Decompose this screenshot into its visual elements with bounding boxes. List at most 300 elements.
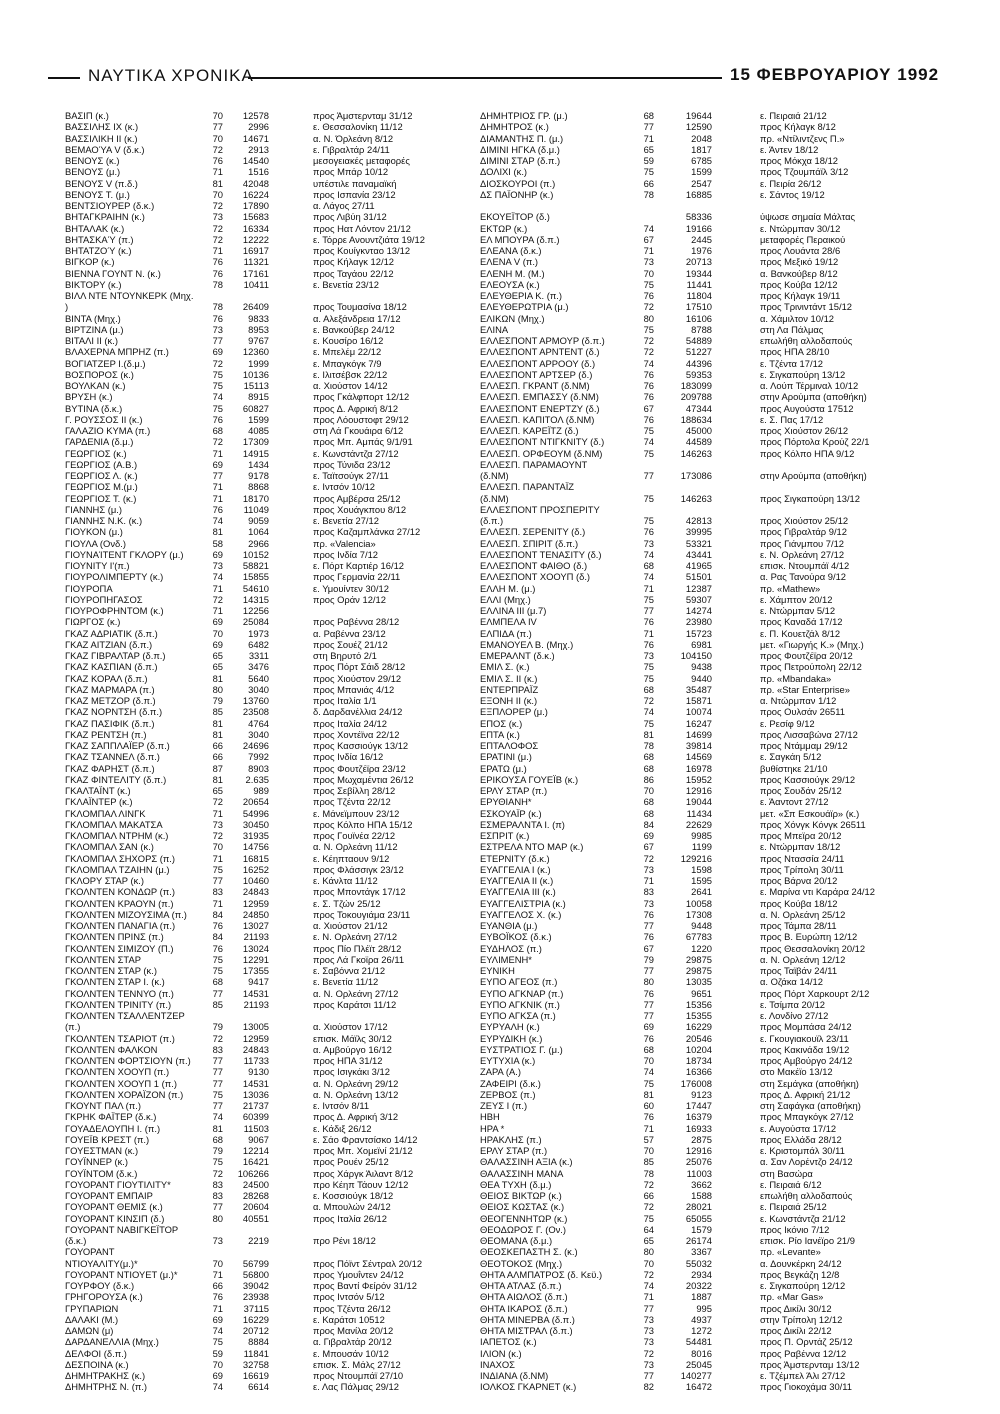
ship-status: προς Μόκχα 18/12: [760, 155, 839, 166]
tonnage: 4937: [691, 1313, 712, 1325]
build-year: 71: [643, 627, 654, 639]
ship-name: ΙΝΑΧΟΣ: [480, 1358, 515, 1370]
tonnage: 60399: [242, 1111, 269, 1123]
ship-name: ΓΚΑΖ ΠΑΣΙΦΙΚ (δ.π.): [65, 717, 155, 729]
ship-name: ΓΚΛΑΪΝΤΕΡ (κ.): [65, 796, 133, 808]
ship-name: ΔΙΟΣΚΟΥΡΟΙ (π.): [480, 177, 556, 189]
tonnage: 15356: [685, 998, 712, 1010]
tonnage: 146263: [680, 447, 712, 459]
build-year: 76: [212, 942, 223, 954]
build-year: 72: [212, 436, 223, 448]
ship-status: προς Βαντί Φείρόν 31/12: [313, 1280, 417, 1291]
ship-row: [65, 774, 470, 785]
ship-name: ΕΥΤΥΧΙΑ (κ.): [480, 1055, 536, 1066]
ship-status: ε. Κάνλτα 11/12: [313, 875, 378, 886]
ship-row: [65, 999, 470, 1010]
build-year: 71: [212, 807, 223, 819]
ship-name: ΔΕΛΦΟΙ (δ.π.): [65, 1347, 127, 1359]
ship-row: [480, 898, 900, 909]
build-year: 72: [212, 1032, 223, 1044]
ship-row: [480, 144, 900, 155]
tonnage: 1598: [691, 863, 712, 875]
ship-name: ΕΞΟΝΗ ΙΙ (κ.): [480, 695, 538, 706]
ship-name: ΓΙΟΥΡΟΛΙΜΠΕΡΤΥ (κ.): [65, 571, 164, 583]
ship-row: [65, 1201, 470, 1212]
ship-row: [65, 1168, 470, 1179]
build-year: 73: [643, 1325, 654, 1336]
ship-name: ΓΙΩΡΓΟΣ (κ.): [65, 616, 121, 628]
build-year: 85: [212, 706, 223, 718]
tonnage: 3367: [691, 1246, 712, 1258]
build-year: 68: [643, 110, 654, 121]
ship-row: [480, 560, 900, 571]
tonnage: 129216: [680, 852, 712, 864]
tonnage: 16917: [242, 245, 269, 256]
tonnage: 11049: [243, 503, 269, 515]
ship-row: [65, 391, 470, 402]
ship-name: ΕΛΛΕΣΠ. ΓΚΡΑΝΤ (δ.ΝΜ): [480, 380, 590, 391]
tonnage: 67783: [685, 931, 712, 943]
build-year: 71: [212, 1302, 223, 1314]
ship-name: (δ.κ.): [65, 1235, 87, 1246]
ship-row: [65, 301, 470, 312]
tonnage: 12916: [685, 785, 712, 796]
build-year: 77: [643, 1010, 654, 1021]
tonnage: 16229: [685, 1021, 712, 1033]
ship-row: [480, 1370, 900, 1381]
ship-status: προς Κασσιούγκ 13/12: [313, 740, 409, 751]
ship-name: ΖΕΡΒΟΣ (π.): [480, 1088, 536, 1100]
tonnage: 146263: [680, 492, 712, 504]
ship-row: [480, 943, 900, 954]
ship-name: ΕΛΛΕΣΠ. ΚΑΠΙΤΟΛ (δ.ΝΜ): [480, 413, 595, 425]
tonnage: 42813: [685, 515, 712, 526]
build-year: 67: [643, 942, 654, 954]
ship-row: [480, 380, 900, 391]
ship-row: [65, 504, 470, 515]
build-year: 68: [643, 751, 654, 763]
ship-row: [480, 1381, 900, 1392]
build-year: 71: [212, 166, 223, 178]
ship-name: ΕΤΕΡΝΙΤΥ (δ.κ.): [480, 852, 550, 864]
ship-status: προς Γιβραλτάρ 9/12: [760, 526, 847, 538]
build-year: 76: [643, 1111, 654, 1123]
ship-status: επισκ. Μάϊλς 30/12: [313, 1032, 392, 1044]
ship-name: ΕΛΛΕΣΠΟΝΤ ΧΟΟΥΠ (δ.): [480, 571, 591, 583]
tonnage: 17309: [242, 436, 269, 448]
build-year: 71: [643, 875, 654, 886]
tonnage: 60827: [242, 402, 269, 414]
ship-row: [65, 245, 470, 256]
ship-row: [65, 369, 470, 380]
ship-row: [65, 751, 470, 762]
ship-row: [480, 920, 900, 931]
ship-status: α. Χιούστον 21/12: [313, 920, 388, 931]
ship-name: ΓΚΑΖ ΑΙΤΖΙΑΝ (δ.π.): [65, 638, 153, 650]
ship-status: ε. Χάμπτον 20/12: [760, 593, 833, 605]
ship-name: ΕΥΝΙΚΗ: [480, 965, 515, 976]
ship-status: στη Σαφάγκα (αποθήκη): [760, 1100, 861, 1111]
build-year: 81: [212, 177, 223, 189]
ship-status: προς Φουτζέϊρα 20/12: [760, 650, 853, 661]
ship-name: ΕΠΟΣ (κ.): [480, 717, 523, 729]
ship-row: [65, 313, 470, 324]
ship-status: α. Ραβέννα 23/12: [313, 627, 386, 639]
ship-status: προς Θεσσαλονίκη 20/12: [760, 942, 866, 954]
ship-row: [65, 808, 470, 819]
ship-name: ΓΚΡΗΚ ΦΑΪΤΕΡ (δ.κ.): [65, 1111, 157, 1123]
ship-status: επισκ. Ντουμπάϊ 4/12: [760, 560, 850, 571]
ship-row: [480, 1213, 900, 1224]
build-year: 72: [643, 1201, 654, 1213]
build-year: 71: [212, 582, 223, 594]
build-year: 76: [643, 290, 654, 301]
build-year: 71: [212, 897, 223, 909]
build-year: 75: [212, 863, 223, 875]
ship-row: [65, 796, 470, 807]
ship-name: ΒΙΚΤΟΡΥ (κ.): [65, 278, 122, 290]
ship-row: [65, 943, 470, 954]
ship-status: ε. Πειρία 26/12: [760, 177, 822, 189]
ship-status: προ Κέηπ Τάουν 12/12: [313, 1178, 409, 1190]
tonnage: 21193: [243, 931, 269, 943]
build-year: 79: [643, 953, 654, 965]
tonnage: 13024: [242, 942, 269, 954]
ship-row: [480, 481, 900, 492]
build-year: 72: [643, 335, 654, 346]
tonnage: 37115: [243, 1302, 269, 1314]
build-year: 66: [643, 177, 654, 189]
tonnage: 2996: [248, 121, 269, 133]
ship-row: [480, 1066, 900, 1077]
ship-row: [480, 785, 900, 796]
ship-row: [65, 178, 470, 189]
ship-row: [480, 470, 900, 481]
ship-name: ΕΛΙΚΩΝ (Μηχ.): [480, 312, 545, 324]
ship-name: ΓΚΑΖ ΤΣΑΝΝΕΛ (δ.π.): [65, 751, 160, 763]
ship-status: προς Ιταλία 1/1: [313, 695, 377, 706]
ship-status: προς Μπανιάς 4/12: [313, 683, 395, 695]
ship-status: επωλήθη αλλοδαπούς: [760, 1190, 853, 1201]
ship-row: [480, 1021, 900, 1032]
ship-status: προς Πόϊντ Σέντραλ 20/12: [313, 1257, 423, 1269]
ship-name: ΕΛΛΕΣΠΟΝΤ ΦΑΙΘΟ (δ.): [480, 560, 588, 571]
build-year: 76: [212, 312, 223, 324]
ship-status: προς Φλάσσιγκ 23/12: [313, 863, 404, 875]
build-year: 66: [643, 1190, 654, 1201]
ship-row: [480, 1145, 900, 1156]
ship-status: προ Ρένι 18/12: [313, 1235, 376, 1246]
ship-row: [65, 121, 470, 132]
tonnage: 53321: [685, 537, 712, 549]
tonnage: 14540: [242, 155, 269, 166]
ship-row: [480, 1033, 900, 1044]
ship-status: προς Δ. Αφρική 21/12: [760, 1088, 851, 1100]
build-year: 68: [643, 560, 654, 571]
ship-row: [480, 931, 900, 942]
build-year: 81: [212, 773, 223, 785]
ship-row: [480, 1089, 900, 1100]
ship-row: [65, 785, 470, 796]
ship-name: ΔΗΜΗΤΡΑΚΗΣ (κ.): [65, 1370, 146, 1381]
ship-status: προς Φουτζέϊρα 23/12: [313, 762, 406, 774]
tonnage: 140277: [680, 1370, 712, 1381]
build-year: 74: [212, 571, 223, 583]
tonnage: 12916: [685, 1145, 712, 1156]
tonnage: 10058: [685, 897, 712, 909]
ship-status: ε. Σαβόννα 21/12: [313, 965, 386, 976]
tonnage: 28021: [685, 1201, 712, 1213]
ship-name: ΓΚΛΟΜΠΑΛ ΤΖΑΙΗΝ (μ.): [65, 863, 170, 875]
build-year: 74: [643, 1280, 654, 1291]
tonnage: 2547: [691, 177, 712, 189]
ship-name: ΕΛΠΙΔΑ (π.): [480, 627, 532, 639]
ship-name: ΘΕΟΜΑΝΑ (δ.μ.): [480, 1235, 553, 1246]
ship-status: επισκ. Ρίο Ιανέϊρο 21/9: [760, 1235, 855, 1246]
build-year: 77: [212, 1055, 223, 1066]
ship-status: α. Ν. Ορλεάνη 27/12: [313, 987, 399, 999]
build-year: 71: [212, 1268, 223, 1280]
ship-status: προς Π. Ορντάζ 25/12: [760, 1336, 853, 1348]
ship-status: ε. Μπαγκόγκ 7/9: [313, 357, 382, 369]
build-year: 75: [643, 1077, 654, 1089]
ship-row: [65, 1179, 470, 1190]
ship-row: [480, 538, 900, 549]
ship-row: [480, 1078, 900, 1089]
ship-status: ε. Μπουσάν 10/12: [313, 1347, 389, 1359]
tonnage: 12291: [242, 953, 269, 965]
tonnage: 3040: [248, 728, 269, 740]
ship-name: ΕΛΛΗ Μ. (μ.): [480, 582, 536, 594]
ship-row: [480, 1100, 900, 1111]
build-year: 74: [643, 222, 654, 234]
ship-row: [480, 1348, 900, 1359]
ship-status: προς Μπάρ 10/12: [313, 166, 389, 178]
ship-status: στο Μακέϊο 13/12: [760, 1066, 833, 1078]
tonnage: 15952: [685, 773, 712, 785]
ship-row: [65, 909, 470, 920]
build-year: 73: [212, 323, 223, 335]
ship-name: ΕΣΠΡΙΤ (κ.): [480, 830, 530, 841]
ship-row: [65, 819, 470, 830]
ship-row: [65, 1224, 470, 1235]
ship-status: προς Ισπανία 23/12: [313, 188, 396, 200]
build-year: 68: [212, 1133, 223, 1145]
ship-name: ΖΑΡΑ (Α.): [480, 1066, 521, 1078]
ship-status: στη Βηρυτό 2/1: [313, 650, 377, 661]
ship-name: ΔΙΑΜΑΝΤΗΣ Π. (μ.): [480, 132, 564, 144]
build-year: 73: [212, 211, 223, 223]
ship-status: ε. Πόρτ Καρτιέρ 16/12: [313, 560, 405, 571]
ship-name: ΔΑΛΑΚΙ (Μ.): [65, 1313, 119, 1325]
ship-name: ΓΙΟΥΛΑ (Ονδ.): [65, 537, 126, 549]
build-year: 76: [643, 987, 654, 999]
ship-status: προς Γιάνμπου 7/12: [760, 537, 845, 549]
ship-row: [65, 459, 470, 470]
ship-status: α. Γιβραλτάρ 20/12: [313, 1336, 392, 1348]
ship-name: ΕΛΛΕΣΠ. ΟΡΦΕΟΥΜ (δ.ΝΜ): [480, 447, 603, 459]
tonnage: 16247: [685, 717, 712, 729]
ship-name: ΓΚΛΟΜΠΑΛ ΝΤΡΗΜ (κ.): [65, 830, 169, 841]
tonnage: 9059: [248, 515, 269, 526]
ship-status: προς Χιούστον 25/12: [760, 515, 849, 526]
ship-row: [480, 1224, 900, 1235]
ship-status: προς Κασσιούγκ 29/12: [760, 773, 856, 785]
ship-name: ΒΙΛΛ ΝΤΕ ΝΤΟΥΝΚΕΡΚ (Μηχ.: [65, 290, 194, 301]
ship-name: ΕΚΤΩΡ (κ.): [480, 222, 528, 234]
ship-row: [65, 729, 470, 740]
build-year: 75: [643, 447, 654, 459]
ship-name: ΕΛΕΝΗ Μ. (Μ.): [480, 267, 545, 279]
ship-row: [65, 470, 470, 481]
ship-name: ΓΚΑΖ ΡΕΝΤΣΗ (π.): [65, 728, 147, 740]
ship-row: [65, 335, 470, 346]
ship-status: προς Τζέντα 22/12: [313, 796, 391, 808]
ship-name: ΓΡΗΓΟΡΟΥΣΑ (κ.): [65, 1291, 143, 1303]
build-year: 78: [643, 1167, 654, 1179]
build-year: 72: [212, 233, 223, 245]
ship-row: [480, 256, 900, 267]
ship-row: [480, 706, 900, 717]
ship-name: ΘΗΤΑ ΙΚΑΡΟΣ (δ.π.): [480, 1302, 568, 1314]
build-year: 69: [643, 830, 654, 841]
tonnage: 5640: [248, 672, 269, 684]
ship-name: ΕΥΔΗΛΟΣ (π.): [480, 942, 542, 954]
ship-status: προς Ικόνιο 7/12: [760, 1223, 830, 1235]
ship-name: ΓΚΟΛΝΤΕΝ ΤΣΑΡΙΟΤ (π.): [65, 1032, 175, 1044]
ship-status: ε. Κωνστάντζα 21/12: [760, 1212, 846, 1224]
build-year: 78: [212, 278, 223, 290]
ship-status: προς Χάργκ Άιλαντ 8/12: [313, 1167, 414, 1179]
tonnage: 26409: [242, 301, 269, 313]
ship-row: [480, 133, 900, 144]
ship-status: προς Ντάμμαμ 29/12: [760, 740, 848, 751]
ship-row: [65, 639, 470, 650]
ship-name: ΓΑΛΑΖΙΟ ΚΥΜΑ (π.): [65, 425, 151, 436]
ship-row: [65, 358, 470, 369]
build-year: 75: [643, 323, 654, 335]
ship-status: ε. Άαντοντ 27/12: [760, 796, 829, 808]
ship-status: μεσογειακές μεταφορές: [313, 155, 410, 166]
build-year: 77: [212, 987, 223, 999]
ship-row: [480, 796, 900, 807]
ship-row: [65, 279, 470, 290]
tonnage: 9440: [691, 672, 712, 684]
tonnage: 1599: [691, 166, 712, 178]
tonnage: 14569: [685, 751, 712, 763]
ship-status: προς Τοκουγιάμα 23/11: [313, 908, 411, 920]
build-year: 77: [643, 470, 654, 481]
build-year: 70: [212, 188, 223, 200]
ship-row: [480, 155, 900, 166]
build-year: 69: [212, 346, 223, 358]
ship-name: ΔΙΜΙΝΙ ΗΓΚΑ (δ.μ.): [480, 143, 560, 155]
build-year: 78: [643, 740, 654, 751]
tonnage: 54610: [242, 582, 269, 594]
ship-status: ε. Λας Πάλμας 29/12: [313, 1381, 399, 1393]
ship-status: ε. Τσίμπα 20/12: [760, 998, 826, 1010]
ship-name: ΒΕΝΟΥΣ Τ. (μ.): [65, 188, 130, 200]
ship-name: ΓΙΟΥΡΟΠΗΓΑΣΟΣ: [65, 593, 143, 605]
ship-status: πρ. «Star Enterprise»: [760, 683, 850, 695]
build-year: 78: [212, 301, 223, 313]
ship-status: προς Πίο Πλέϊτ 28/12: [313, 942, 402, 954]
build-year: 70: [212, 1257, 223, 1269]
ship-status: προς Βάρνα 20/12: [760, 875, 838, 886]
ship-row: [65, 1280, 470, 1291]
tonnage: 45000: [685, 425, 712, 436]
tonnage: 16366: [685, 1066, 712, 1078]
build-year: 57: [643, 1133, 654, 1145]
build-year: 70: [212, 627, 223, 639]
build-year: 73: [212, 560, 223, 571]
ship-name: ΓΙΑΝΝΗΣ (μ.): [65, 503, 122, 515]
build-year: 75: [643, 278, 654, 290]
build-year: 68: [643, 807, 654, 819]
ship-name: ΓΟΥΟΡΑΝΤ ΝΑΒΙΓΚΕΪΤΟΡ: [65, 1223, 179, 1235]
tonnage: 26174: [685, 1235, 712, 1246]
ship-row: [65, 166, 470, 177]
tonnage: 2913: [248, 143, 269, 155]
ship-status: προς Βεγκάζη 12/8: [760, 1268, 840, 1280]
ship-row: [65, 110, 470, 121]
ship-name: ΘΕΙΟΣ ΒΙΚΤΩΡ (κ.): [480, 1190, 562, 1201]
ship-row: [65, 526, 470, 537]
ship-status: ε. Υμουίντεν 30/12: [313, 582, 389, 594]
ship-name: ΕΝΤΕΡΠΡΑΪΖ: [480, 683, 539, 695]
build-year: 77: [212, 121, 223, 133]
ship-row: [480, 178, 900, 189]
build-year: 73: [643, 537, 654, 549]
ship-row: [65, 223, 470, 234]
ship-status: α. Ν. Όρλεάνη 8/12: [313, 132, 394, 144]
ship-status: προς Πόρτολα Κρούζ 22/1: [760, 436, 870, 448]
ship-name: ΕΛΛΕΣΠΟΝΤ ΠΡΟΣΠΕΡΙΤΥ: [480, 503, 600, 515]
tonnage: 3311: [248, 650, 269, 661]
ship-row: [480, 763, 900, 774]
ship-name: (δ.ΝΜ): [480, 470, 509, 481]
tonnage: 20322: [685, 1280, 712, 1291]
build-year: 76: [643, 391, 654, 403]
build-year: 82: [643, 1381, 654, 1393]
ship-row: [65, 1336, 470, 1347]
ship-name: ΕΚΟΥΕΪΤΟΡ (δ.): [480, 211, 550, 223]
ship-name: ΒΛΑΧΕΡΝΑ ΜΠΡΗΖ (π.): [65, 346, 169, 358]
ship-row: [480, 1044, 900, 1055]
ship-status: προς Λιβύη 31/12: [313, 211, 387, 223]
ship-status: α. Αμβούργο 16/12: [313, 1043, 392, 1055]
ship-row: [480, 1190, 900, 1201]
ship-row: [65, 1089, 470, 1100]
ship-name: ΘΗΤΑ ΑΛΜΠΑΤΡΟΣ (δ. Κεϋ.): [480, 1268, 603, 1280]
ship-name: ΗΒΗ: [480, 1111, 500, 1123]
ship-status: ύψωσε σημαία Μάλτας: [760, 211, 856, 223]
ship-status: προς Ιταλία 26/12: [313, 1212, 387, 1224]
tonnage: 9067: [248, 1133, 269, 1145]
ship-row: [65, 560, 470, 571]
ship-row: [65, 425, 470, 436]
build-year: 86: [643, 773, 654, 785]
ship-row: [480, 391, 900, 402]
build-year: 73: [643, 650, 654, 661]
ship-status: υπέστιλε παναμαϊκή: [313, 177, 397, 189]
tonnage: 14699: [685, 728, 712, 740]
ship-status: προς Γουϊνέα 22/12: [313, 830, 396, 841]
ship-row: [480, 515, 900, 526]
ship-status: ε. Κωνστάντζα 27/12: [313, 447, 399, 459]
ship-name: ΕΛΕΝΑ V (π.): [480, 256, 539, 268]
tonnage: 12590: [685, 121, 712, 133]
